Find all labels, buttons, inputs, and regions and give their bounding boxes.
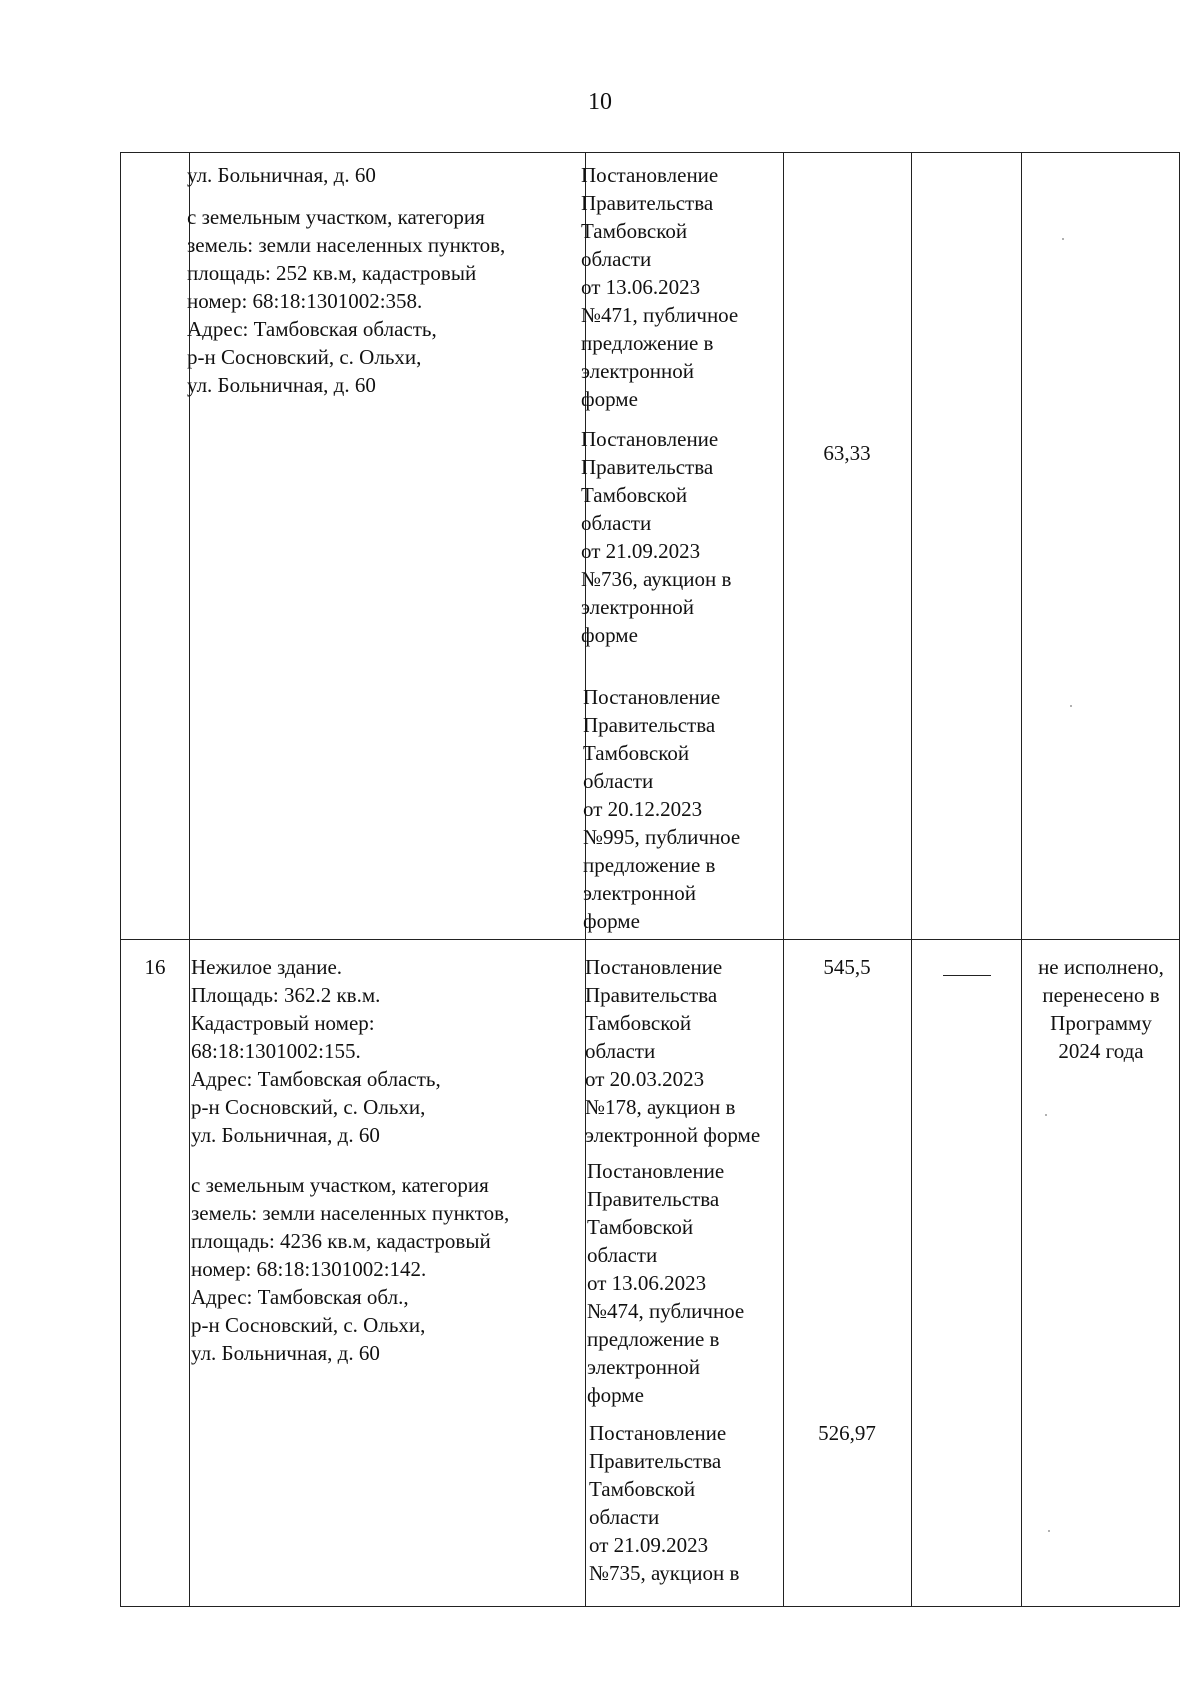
- government-decision: Постановление Правительства Тамбовской области от 20.12.2023 №995, публичное предложение в электронной форме: [583, 685, 741, 933]
- government-decision: Постановление Правительства Тамбовской области от 13.06.2023 №471, публичное предложение в электронной форме: [581, 163, 739, 411]
- scan-speck: [1045, 1114, 1047, 1116]
- empty-value-dash: [943, 975, 991, 976]
- government-decision: Постановление Правительства Тамбовской области от 20.03.2023 №178, аукцион в электронной форме: [585, 955, 761, 1147]
- row-number: 16: [144, 955, 166, 979]
- price-value: 545,5: [823, 955, 871, 979]
- building-description: Нежилое здание. Площадь: 362.2 кв.м. Кадастровый номер: 68:18:1301002:155. Адрес: Тамбовская область, р-н Сосновский, с. Ольхи, ул. Больничная, д. 60: [191, 955, 441, 1147]
- price-value: 526,97: [818, 1421, 876, 1445]
- land-plot-description: с земельным участком, категория земель: земли населенных пунктов, площадь: 252 кв.м, кадастровый номер: 68:18:1301002:358. Адрес: Тамбовская область, р-н Сосновский, с. Ольхи, ул. Больничная, д. 60: [187, 205, 506, 397]
- land-plot-description: с земельным участком, категория земель: земли населенных пунктов, площадь: 4236 кв.м, кадастровый номер: 68:18:1301002:142. Адрес: Тамбовская обл., р-н Сосновский, с. Ольхи, ул. Больничная, д. 60: [191, 1173, 510, 1365]
- scan-speck: [1070, 705, 1072, 707]
- page-number: 10: [588, 89, 612, 115]
- scan-speck: [1062, 238, 1064, 240]
- property-table: [120, 152, 1180, 1607]
- row-divider: [121, 939, 1179, 940]
- column-divider: [1021, 153, 1022, 1606]
- object-description-top: ул. Больничная, д. 60: [187, 163, 376, 187]
- scan-speck: [1048, 1530, 1050, 1532]
- column-divider: [911, 153, 912, 1606]
- government-decision: Постановление Правительства Тамбовской области от 21.09.2023 №736, аукцион в электронной форме: [581, 427, 732, 647]
- government-decision: Постановление Правительства Тамбовской области от 21.09.2023 №735, аукцион в: [589, 1421, 740, 1585]
- status-note: не исполнено, перенесено в Программу 2024 года: [1038, 955, 1164, 1063]
- price-value: 63,33: [823, 441, 871, 465]
- government-decision: Постановление Правительства Тамбовской области от 13.06.2023 №474, публичное предложение в электронной форме: [587, 1159, 745, 1407]
